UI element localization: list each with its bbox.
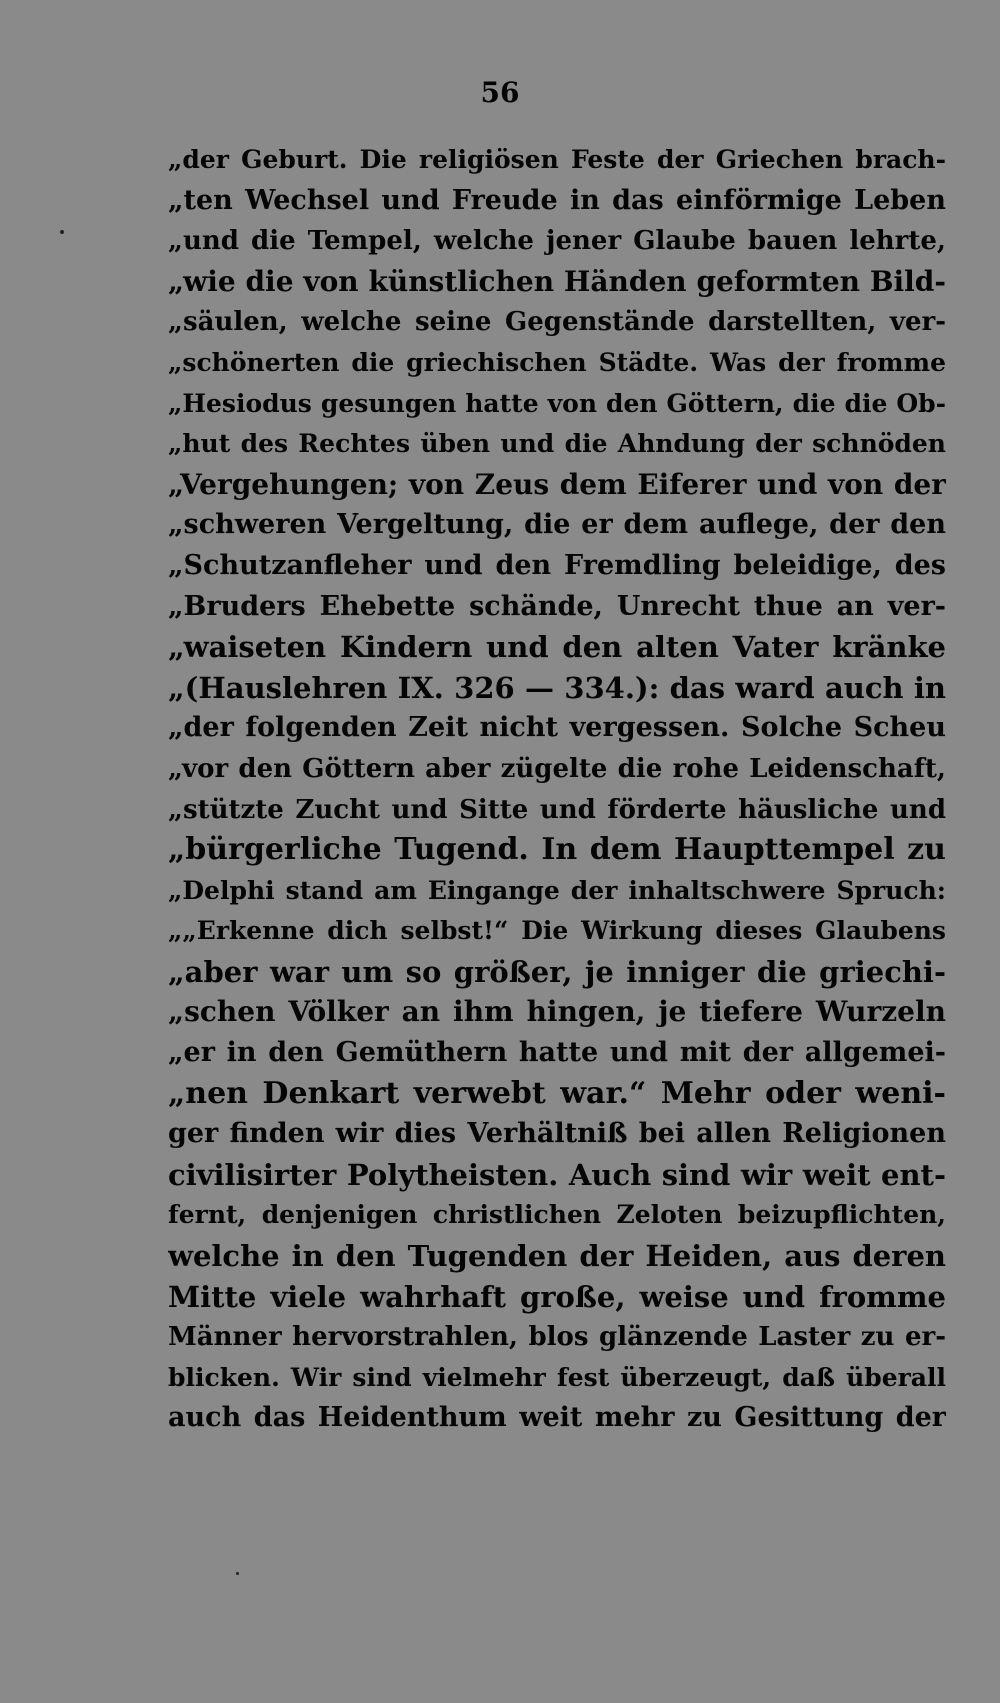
text-line: „säulen, welche seine Gegenstände darstellten, ver-	[168, 307, 946, 338]
text-line: „aber war um so größer, je inniger die griechi-	[168, 954, 946, 989]
text-line: „der Geburt. Die religiösen Feste der Griechen brach-	[168, 145, 946, 174]
page-number: 56	[480, 76, 520, 109]
text-line: „Vergehungen; von Zeus dem Eiferer und von der	[168, 467, 946, 501]
text-line: „Schutzanfleher und den Fremdling beleidige, des	[168, 549, 946, 581]
body-text	[168, 140, 946, 1439]
text-line: fernt, denjenigen christlichen Zeloten beizupflichten,	[168, 1200, 946, 1230]
text-line: „hut des Rechtes üben und die Ahndung der schnöden	[168, 429, 946, 459]
text-line: „schweren Vergeltung, die er dem auflege, der den	[168, 509, 946, 541]
text-line: „wie die von künstlichen Händen geformten Bild-	[168, 264, 946, 298]
text-line: civilisirter Polytheisten. Auch sind wir weit ent-	[168, 1157, 946, 1192]
text-line: „Hesiodus gesungen hatte von den Göttern, die die Ob-	[168, 388, 946, 418]
text-line: „und die Tempel, welche jener Glaube bauen lehrte,	[168, 226, 946, 257]
text-line: „ten Wechsel und Freude in das einförmige Leben	[168, 184, 946, 216]
text-line: „stützte Zucht und Sitte und förderte häusliche und	[168, 794, 946, 825]
paper-speck	[236, 1572, 239, 1575]
text-line: „er in den Gemüthern hatte und mit der allgemei-	[168, 1037, 946, 1069]
text-line: „vor den Göttern aber zügelte die rohe Leidenschaft,	[168, 753, 946, 784]
text-line: „schönerten die griechischen Städte. Was der fromme	[168, 347, 946, 377]
text-line: „Bruders Ehebette schände, Unrecht thue an ver-	[168, 590, 946, 622]
text-line: ger finden wir dies Verhältniß bei allen Religionen	[168, 1118, 946, 1150]
paper-speck	[60, 230, 64, 234]
text-line: „nen Denkart verwebt war.“ Mehr oder weni-	[168, 1075, 946, 1111]
text-line: „schen Völker an ihm hingen, je tiefere Wurzeln	[168, 995, 946, 1029]
text-line: auch das Heidenthum weit mehr zu Gesittung der	[168, 1402, 946, 1434]
text-line: „„Erkenne dich selbst!“ Die Wirkung dieses Glaubens	[168, 916, 946, 946]
text-line: „bürgerliche Tugend. In dem Haupttempel zu	[168, 832, 946, 868]
text-line: „(Hauslehren IX. 326 — 334.): das ward auch in	[168, 670, 946, 705]
text-line: welche in den Tugenden der Heiden, aus deren	[168, 1239, 946, 1274]
text-line: Mitte viele wahrhaft große, weise und fromme	[168, 1279, 946, 1314]
text-line: blicken. Wir sind vielmehr fest überzeugt, daß überall	[168, 1362, 946, 1392]
text-line: „Delphi stand am Eingange der inhaltschwere Spruch:	[168, 875, 946, 905]
text-line: „waiseten Kindern und den alten Vater kränke	[168, 630, 946, 665]
text-line: „der folgenden Zeit nicht vergessen. Solche Scheu	[168, 712, 946, 744]
text-line: Männer hervorstrahlen, blos glänzende Laster zu er-	[168, 1322, 946, 1353]
